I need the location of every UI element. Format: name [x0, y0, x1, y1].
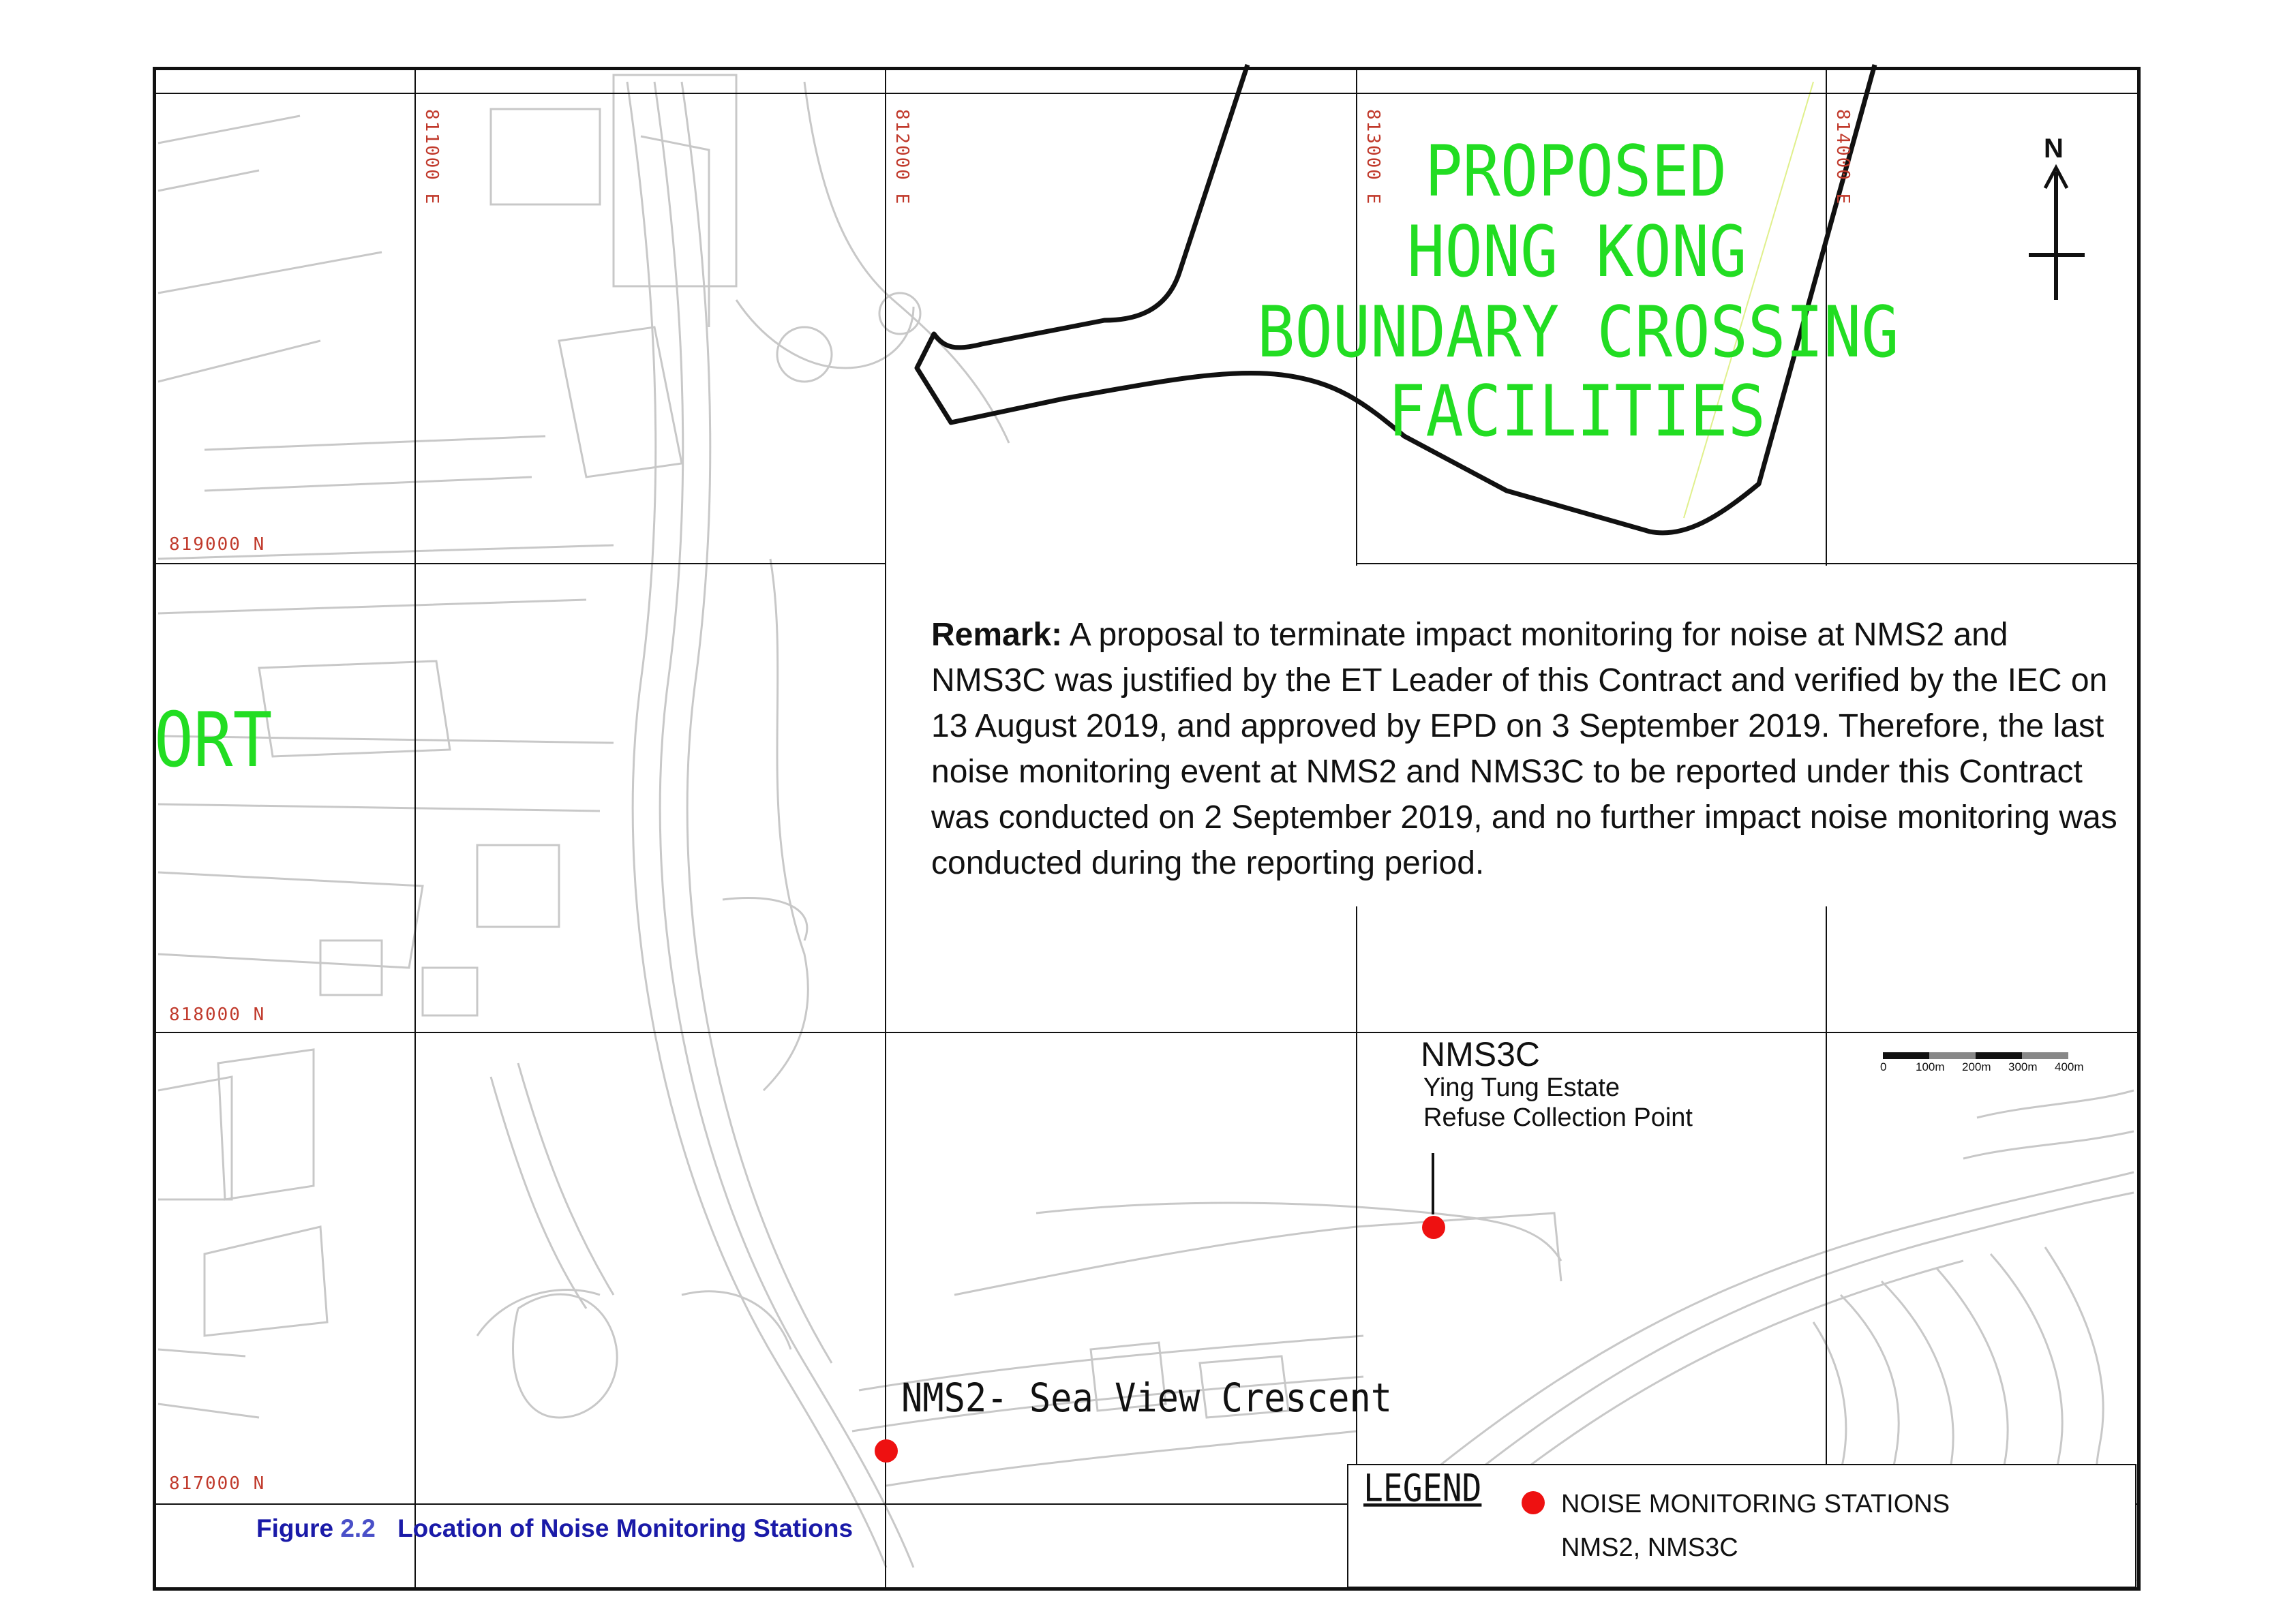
figure-number: 2.2 [340, 1514, 376, 1542]
scale-tick-100: 100m [1916, 1060, 1945, 1073]
grid-line-n-818000 [156, 1032, 2137, 1033]
grid-label-n-817000: 817000 N [169, 1473, 266, 1494]
grid-label-e-813000: 813000 E [1363, 109, 1383, 206]
remark-paragraph [931, 612, 2124, 886]
north-label: N [2044, 134, 2064, 164]
remark-heading: Remark: [931, 617, 1063, 653]
legend-item-label: NOISE MONITORING STATIONS [1561, 1490, 1950, 1518]
bcf-title-line-4: FACILITIES [1388, 370, 1766, 453]
nms3c-marker[interactable] [1422, 1216, 1445, 1239]
bcf-title-line-1: PROPOSED [1425, 130, 1727, 213]
scale-tick-300: 300m [2008, 1060, 2038, 1073]
grid-line-e-814000-bottom [1826, 906, 1827, 1465]
grid-label-e-814000: 814000 E [1832, 109, 1853, 206]
figure-title: Location of Noise Monitoring Stations [397, 1514, 854, 1542]
legend-title: LEGEND [1363, 1467, 1482, 1511]
nms3c-code: NMS3C [1421, 1035, 1541, 1073]
bcf-title-line-3: BOUNDARY CROSSING [1257, 291, 1899, 373]
grid-line-e-812000 [885, 68, 886, 1588]
grid-line-n-819000-right [1356, 563, 2137, 564]
figure-prefix: Figure [256, 1514, 334, 1542]
nms3c-line-1: Ying Tung Estate [1423, 1073, 1620, 1102]
scale-tick-200: 200m [1962, 1060, 1991, 1073]
grid-label-n-819000: 819000 N [169, 534, 266, 555]
scale-tick-400: 400m [2055, 1060, 2084, 1073]
top-inner-border [156, 93, 2137, 94]
grid-label-n-818000: 818000 N [169, 1005, 266, 1025]
grid-line-e-811000 [414, 68, 416, 1588]
airport-partial-label: ORT [154, 696, 273, 784]
scale-tick-0: 0 [1880, 1060, 1887, 1073]
bcf-title-line-2: HONG KONG [1407, 211, 1747, 293]
grid-line-n-819000-left [156, 563, 886, 564]
legend-item-detail: NMS2, NMS3C [1561, 1533, 1738, 1562]
nms3c-line-2: Refuse Collection Point [1423, 1103, 1693, 1132]
grid-label-e-811000: 811000 E [421, 109, 442, 206]
figure-caption [256, 1514, 853, 1543]
grid-label-e-812000: 812000 E [892, 109, 912, 206]
nms2-marker[interactable] [875, 1439, 898, 1463]
nms2-label: NMS2- Sea View Crescent [901, 1375, 1393, 1422]
legend-station-marker [1522, 1491, 1545, 1514]
remark-body: A proposal to terminate impact monitoring for noise at NMS2 and NMS3C was justified by the ET Leader of this Contract and verified by the IEC on 13 August 2019, and approved by EPD on 3 September 2019. Therefore, the last noise monitoring event at NMS2 and NMS3C to be reported under this Contract was conducted on 2 September 2019, and no further impact noise monitoring was conducted during the reporting period. [931, 617, 2117, 881]
